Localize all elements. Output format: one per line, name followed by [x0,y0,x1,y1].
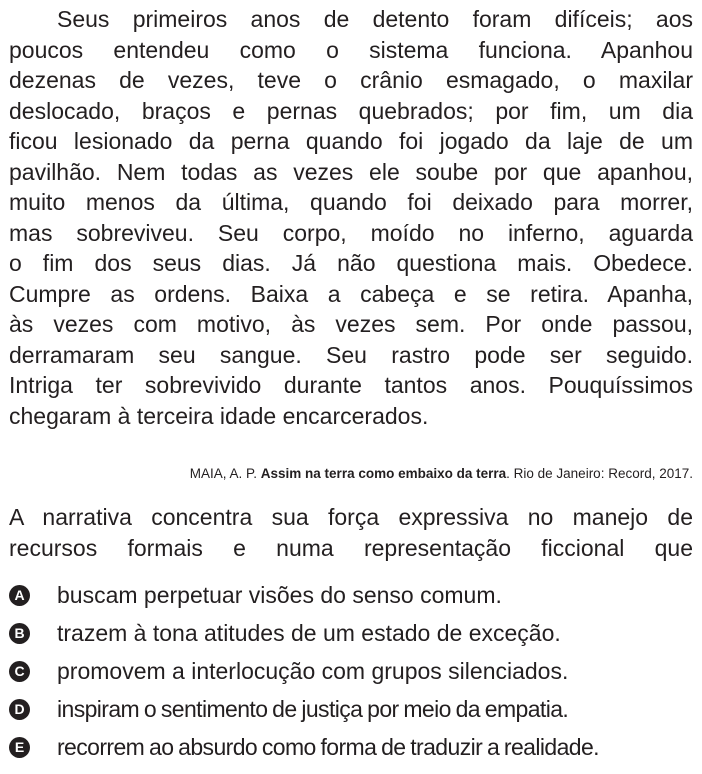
passage-line: poucos entendeu como o sistema funciona. Apanhou [9,36,693,63]
source-author: MAIA, A. P. [189,466,261,481]
passage-line: ficou lesionado da perna quando foi jogado da laje de um [9,128,693,154]
stem-line: A narrativa concentra sua força expressiva no manejo de [9,504,693,530]
option-e[interactable] [9,729,693,767]
passage-line: dezenas de vezes, teve o crânio esmagado, o maxilar [9,67,693,93]
option-c[interactable] [9,653,693,691]
option-a[interactable] [9,577,693,615]
passage-line: deslocado, braços e pernas quebrados; por fim, um dia [9,97,693,124]
passage-text [9,4,693,431]
passage-line: o fim dos seus dias. Já não questiona mais. Obedece. [9,250,693,276]
passage-line: muito menos da última, quando foi deixado para morrer, [9,189,693,215]
source-citation [190,465,693,483]
answer-options [9,577,693,767]
option-text: inspiram o sentimento de justiça por meio da empatia. [57,696,569,722]
stem-line: recursos formais e numa representação ficcional que [9,534,693,561]
source-title: Assim na terra como embaixo da terra [260,466,507,481]
option-letter-badge: D [9,699,30,720]
passage-line: às vezes com motivo, às vezes sem. Por onde passou, [9,311,693,337]
option-text: trazem à tona atitudes de um estado de exceção. [57,620,561,646]
passage-line: Seus primeiros anos de detento foram difíceis; aos [57,6,693,32]
passage-line: chegaram à terceira idade encarcerados. [9,402,429,429]
passage-line: Cumpre as ordens. Baixa a cabeça e se retira. Apanha, [9,280,693,307]
passage-line: mas sobreviveu. Seu corpo, moído no inferno, aguarda [9,219,693,246]
option-b[interactable] [9,615,693,653]
question-stem [9,502,693,563]
option-d[interactable] [9,691,693,729]
passage-line: pavilhão. Nem todas as vezes ele soube por que apanhou, [9,158,693,185]
option-letter-badge: C [9,661,30,682]
passage-line: Intriga ter sobrevivido durante tantos anos. Pouquíssimos [9,372,693,398]
option-letter-badge: A [9,585,30,606]
option-letter-badge: E [9,737,30,758]
source-publisher: . Rio de Janeiro: Record, 2017. [506,466,693,481]
option-text: buscam perpetuar visões do senso comum. [57,582,502,608]
option-text: promovem a interlocução com grupos silenciados. [57,658,569,684]
option-letter-badge: B [9,623,30,644]
passage-line: derramaram seu sangue. Seu rastro pode ser seguido. [9,341,693,368]
option-text: recorrem ao absurdo como forma de traduzir a realidade. [57,734,599,760]
